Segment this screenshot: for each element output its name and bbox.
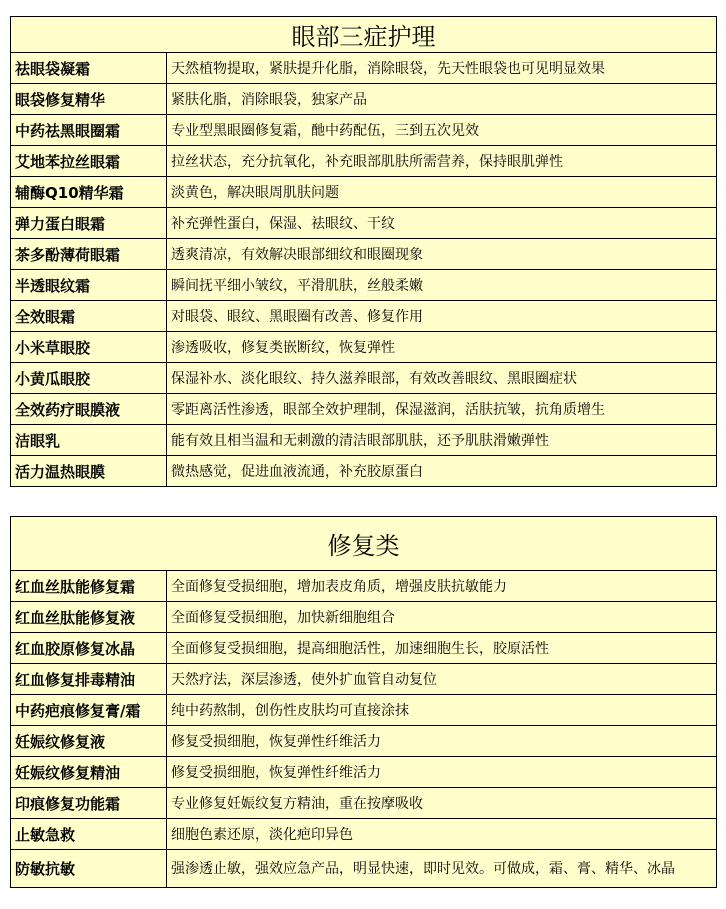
table-row [11, 363, 717, 394]
product-name-cell: 防敏抗敏 [11, 850, 167, 888]
product-name-cell: 止敏急救 [11, 819, 167, 850]
product-description-cell: 补充弹性蛋白，保湿、祛眼纹、干纹 [167, 208, 717, 239]
product-description-cell: 能有效且相当温和无刺激的清洁眼部肌肤，还予肌肤滑嫩弹性 [167, 425, 717, 456]
product-name-cell: 活力温热眼膜 [11, 456, 167, 487]
eye-care-table-body [11, 17, 717, 487]
product-name-cell: 红血胶原修复冰晶 [11, 633, 167, 664]
product-name-cell: 小黄瓜眼胶 [11, 363, 167, 394]
product-description-cell: 专业修复妊娠纹复方精油，重在按摩吸收 [167, 788, 717, 819]
product-name-cell: 中药祛黑眼圈霜 [11, 115, 167, 146]
product-name-cell: 印痕修复功能霜 [11, 788, 167, 819]
table-row [11, 850, 717, 888]
table-row [11, 208, 717, 239]
product-name-cell: 半透眼纹霜 [11, 270, 167, 301]
product-name-cell: 红血修复排毒精油 [11, 664, 167, 695]
table-row [11, 633, 717, 664]
repair-table-body [11, 517, 717, 888]
product-name-cell: 弹力蛋白眼霜 [11, 208, 167, 239]
table-row [11, 788, 717, 819]
product-name-cell: 洁眼乳 [11, 425, 167, 456]
table-row [11, 456, 717, 487]
section-title: 眼部三症护理 [11, 17, 717, 53]
product-description-cell: 细胞色素还原，淡化疤印异色 [167, 819, 717, 850]
repair-table [10, 516, 717, 888]
product-description-cell: 保湿补水、淡化眼纹、持久滋养眼部，有效改善眼纹、黑眼圈症状 [167, 363, 717, 394]
product-description-cell: 全面修复受损细胞，加快新细胞组合 [167, 602, 717, 633]
table-row [11, 664, 717, 695]
table-row [11, 757, 717, 788]
table-row [11, 301, 717, 332]
product-description-cell: 天然疗法，深层渗透，使外扩血管自动复位 [167, 664, 717, 695]
product-description-cell: 强渗透止敏，强效应急产品，明显快速，即时见效。可做成，霜、膏、精华、冰晶 [167, 850, 717, 888]
product-description-cell: 拉丝状态，充分抗氧化，补充眼部肌肤所需营养，保持眼肌弹性 [167, 146, 717, 177]
table-row [11, 394, 717, 425]
table-row [11, 239, 717, 270]
eye-care-table [10, 16, 717, 487]
product-name-cell: 眼袋修复精华 [11, 84, 167, 115]
table-row [11, 177, 717, 208]
table-row [11, 695, 717, 726]
product-name-cell: 小米草眼胶 [11, 332, 167, 363]
product-name-cell: 中药疤痕修复膏/霜 [11, 695, 167, 726]
section-title: 修复类 [11, 517, 717, 571]
product-description-cell: 瞬间抚平细小皱纹，平滑肌肤，丝般柔嫩 [167, 270, 717, 301]
product-description-cell: 渗透吸收，修复类嵌断纹，恢复弹性 [167, 332, 717, 363]
table-row [11, 726, 717, 757]
product-description-cell: 天然植物提取，紧肤提升化脂，消除眼袋，先天性眼袋也可见明显效果 [167, 53, 717, 84]
table-row [11, 270, 717, 301]
section-title-row [11, 17, 717, 53]
table-row [11, 571, 717, 602]
table-row [11, 425, 717, 456]
product-description-cell: 修复受损细胞，恢复弹性纤维活力 [167, 757, 717, 788]
product-name-cell: 妊娠纹修复精油 [11, 757, 167, 788]
product-description-cell: 紧肤化脂，消除眼袋，独家产品 [167, 84, 717, 115]
product-name-cell: 艾地苯拉丝眼霜 [11, 146, 167, 177]
product-description-cell: 透爽清凉，有效解决眼部细纹和眼圈现象 [167, 239, 717, 270]
table-row [11, 84, 717, 115]
product-name-cell: 红血丝肽能修复液 [11, 602, 167, 633]
product-name-cell: 全效药疗眼膜液 [11, 394, 167, 425]
product-description-cell: 淡黄色，解决眼周肌肤问题 [167, 177, 717, 208]
product-description-cell: 修复受损细胞，恢复弹性纤维活力 [167, 726, 717, 757]
table-row [11, 332, 717, 363]
section-title-row [11, 517, 717, 571]
product-description-cell: 微热感觉，促进血液流通，补充胶原蛋白 [167, 456, 717, 487]
table-row [11, 53, 717, 84]
product-name-cell: 茶多酚薄荷眼霜 [11, 239, 167, 270]
product-description-cell: 全面修复受损细胞，增加表皮角质，增强皮肤抗敏能力 [167, 571, 717, 602]
product-name-cell: 辅酶Q10精华霜 [11, 177, 167, 208]
product-description-cell: 全面修复受损细胞，提高细胞活性，加速细胞生长，胶原活性 [167, 633, 717, 664]
table-row [11, 146, 717, 177]
product-description-cell: 零距离活性渗透，眼部全效护理制，保湿滋润，活肤抗皱，抗角质增生 [167, 394, 717, 425]
product-name-cell: 全效眼霜 [11, 301, 167, 332]
table-row [11, 819, 717, 850]
product-description-cell: 对眼袋、眼纹、黑眼圈有改善、修复作用 [167, 301, 717, 332]
product-name-cell: 祛眼袋凝霜 [11, 53, 167, 84]
table-row [11, 602, 717, 633]
product-name-cell: 妊娠纹修复液 [11, 726, 167, 757]
product-description-cell: 纯中药熬制，创伤性皮肤均可直接涂抹 [167, 695, 717, 726]
table-row [11, 115, 717, 146]
product-description-cell: 专业型黑眼圈修复霜，酏中药配伍，三到五次见效 [167, 115, 717, 146]
product-name-cell: 红血丝肽能修复霜 [11, 571, 167, 602]
